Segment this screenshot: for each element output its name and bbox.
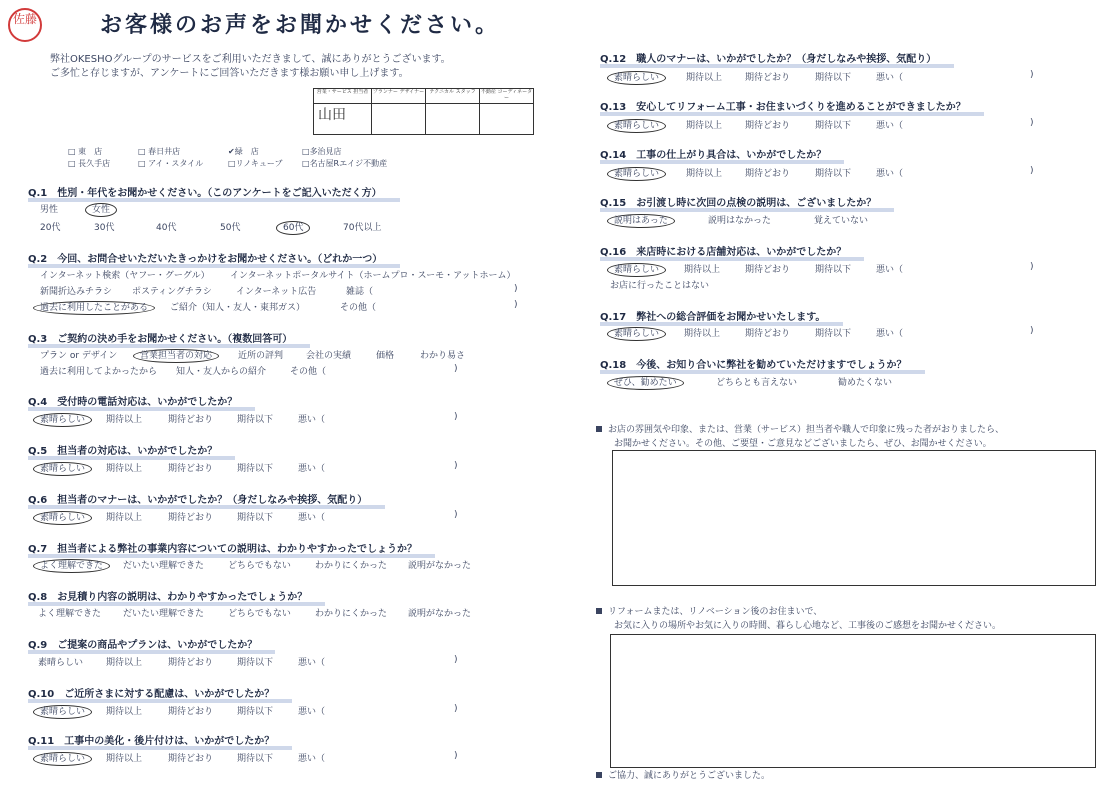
q4-title: Q.4 受付時の電話対応は、いかがでしたか？ (28, 393, 237, 408)
close-paren: ) (514, 284, 518, 294)
q9-rating[interactable]: 期待どおり (168, 658, 214, 668)
q5-title: Q.5 担当者の対応は、いかがでしたか？ (28, 442, 217, 457)
comment1-textbox[interactable] (612, 450, 1096, 586)
close-paren: ) (1030, 118, 1034, 128)
q10-rating[interactable]: 期待どおり (168, 707, 214, 717)
q8-option[interactable]: よく理解できた (38, 609, 102, 619)
q14-title: Q.14 工事の仕上がり具合は、いかがでしたか？ (600, 146, 826, 161)
close-paren: ) (454, 461, 458, 471)
q2-option[interactable]: インターネット検索（ヤフー・グーグル） (40, 271, 210, 281)
q10-rating[interactable]: 期待以上 (106, 707, 143, 717)
q8-option[interactable]: どちらでもない (228, 609, 291, 619)
close-paren: ) (454, 364, 458, 374)
answer-circle: 素晴らしい (607, 71, 666, 85)
q2-option[interactable]: ご紹介（知人・友人・東邦ガス） (170, 303, 306, 313)
q11-title: Q.11 工事中の美化・後片付けは、いかがでしたか？ (28, 732, 274, 747)
q4-rating-excellent[interactable] (40, 412, 92, 425)
answer-circle: 素晴らしい (33, 462, 92, 476)
q2-title: Q.2 今回、お問合せいただいたきっかけをお聞かせください。（どれか一つ） (28, 250, 382, 265)
close-paren: ) (454, 510, 458, 520)
q17-title: Q.17 弊社への総合評価をお聞かせいたします。 (600, 308, 825, 323)
q1-gender-female[interactable] (92, 202, 117, 215)
q8-title: Q.8 お見積り内容の説明は、わかりやすかったでしょうか？ (28, 588, 307, 603)
staff-technical-cell[interactable] (426, 104, 480, 135)
answer-circle: 素晴らしい (33, 413, 92, 427)
q13-rating-excellent[interactable] (614, 118, 666, 131)
q10-rating[interactable]: 期待以下 (237, 707, 274, 717)
staff-realestate-cell[interactable] (480, 104, 534, 135)
q16-rating[interactable]: 期待どおり (745, 265, 791, 275)
q12-rating[interactable]: 期待どおり (745, 73, 791, 83)
comment2-textbox[interactable] (610, 634, 1096, 768)
close-paren: ) (1030, 166, 1034, 176)
q7-title: Q.7 担当者による弊社の事業内容についての説明は、わかりやすかったでしょうか？ (28, 540, 417, 555)
staff-sales-name[interactable]: 山田 (314, 104, 372, 135)
store-checkbox[interactable]: □ 長久手店 (68, 159, 111, 168)
q17-rating[interactable]: 悪い（ (876, 329, 904, 339)
store-checkbox[interactable]: □多治見店 (302, 147, 342, 156)
q13-title: Q.13 安心してリフォーム工事・お住まいづくりを進めることができましたか？ (600, 98, 966, 113)
answer-circle: 素晴らしい (33, 511, 92, 525)
q14-rating-excellent[interactable] (614, 166, 666, 179)
q6-rating[interactable]: 悪い（ (298, 513, 326, 523)
q5-rating[interactable]: 悪い（ (298, 464, 326, 474)
q3-option[interactable]: 過去に利用してよかったから (40, 367, 158, 377)
store-checkbox[interactable]: □ アイ・スタイル (138, 159, 204, 168)
q3-option[interactable]: その他（ (290, 367, 327, 377)
close-paren: ) (1030, 70, 1034, 80)
q11-rating[interactable]: 期待以下 (237, 754, 274, 764)
q18-option[interactable]: どちらとも言えない (716, 378, 798, 388)
q6-rating[interactable]: 期待以下 (237, 513, 274, 523)
answer-circle: 60代 (276, 221, 310, 235)
store-checkbox[interactable]: □ 春日井店 (138, 147, 181, 156)
q5-rating[interactable]: 期待以下 (237, 464, 274, 474)
store-label: 長久手店 (78, 159, 111, 168)
q5-rating[interactable]: 期待以上 (106, 464, 143, 474)
store-checkbox[interactable]: □名古屋Rエイジ不動産 (302, 159, 388, 168)
q2-option[interactable]: 雑誌（ (346, 287, 374, 297)
store-label: 緑 店 (234, 147, 259, 156)
q1-gender-male[interactable]: 男性 (40, 205, 59, 215)
close-paren: ) (1030, 326, 1034, 336)
footer-thanks: ご協力、誠にありがとうございました。 (596, 768, 770, 781)
close-paren: ) (454, 704, 458, 714)
q6-title: Q.6 担当者のマナーは、いかがでしたか？（身だしなみや挨拶、気配り） (28, 491, 367, 506)
q5-rating[interactable]: 期待どおり (168, 464, 214, 474)
q2-option-selected[interactable] (40, 300, 155, 313)
staff-header-planner: プランナー デザイナー (372, 89, 426, 104)
answer-circle: 素晴らしい (33, 752, 92, 766)
close-paren: ) (514, 300, 518, 310)
q17-rating[interactable]: 期待以下 (815, 329, 852, 339)
close-paren: ) (1030, 262, 1034, 272)
close-paren: ) (454, 751, 458, 761)
q4-rating[interactable]: 期待どおり (168, 415, 214, 425)
q1-age-40s[interactable]: 40代 (156, 223, 177, 233)
q4-rating[interactable]: 期待以上 (106, 415, 143, 425)
store-label: 名古屋Rエイジ不動産 (309, 159, 388, 168)
q1-age-20s[interactable]: 20代 (40, 223, 61, 233)
q13-rating[interactable]: 期待どおり (745, 121, 791, 131)
comment1-prompt-2: お聞かせください。その他、ご要望・ご意見などございましたら、ぜひ、お聞かせください。 (614, 439, 992, 449)
q5-rating-excellent[interactable] (40, 461, 92, 474)
checkmark-icon: ✔ (228, 147, 235, 156)
answer-circle: 説明はあった (607, 214, 675, 228)
q7-option[interactable]: 説明がなかった (408, 561, 472, 571)
staff-planner-cell[interactable] (372, 104, 426, 135)
q3-option[interactable]: 価格 (376, 351, 395, 361)
q1-age-50s[interactable]: 50代 (220, 223, 241, 233)
q2-option[interactable]: その他（ (340, 303, 377, 313)
q18-option-selected[interactable] (614, 375, 684, 388)
q9-title: Q.9 ご提案の商品やプランは、いかがでしたか？ (28, 636, 257, 651)
q13-rating[interactable]: 期待以上 (686, 121, 723, 131)
comment1-prompt: お店の雰囲気や印象、または、営業（サービス）担当者や職人で印象に残った者がおりましたら、 (596, 422, 1004, 435)
q8-option[interactable]: 説明がなかった (408, 609, 472, 619)
staff-table (313, 88, 534, 135)
close-paren: ) (454, 412, 458, 422)
q11-rating-excellent[interactable] (40, 751, 92, 764)
intro-line-1: 弊社OKESHOグループのサービスをご利用いただきまして、誠にありがとうございます。 (50, 54, 451, 65)
q13-rating[interactable]: 悪い（ (876, 121, 904, 131)
q10-rating[interactable]: 悪い（ (298, 707, 326, 717)
staff-header-realestate: 不動産 コーディネーター (480, 89, 534, 104)
q2-option[interactable]: インターネットポータルサイト（ホームプロ・スーモ・アットホーム） (230, 271, 516, 281)
q1-age-30s[interactable]: 30代 (94, 223, 115, 233)
q6-rating[interactable]: 期待どおり (168, 513, 214, 523)
q6-rating-excellent[interactable] (40, 510, 92, 523)
store-label: 春日井店 (148, 147, 181, 156)
q9-rating[interactable]: 期待以下 (237, 658, 274, 668)
store-label: 多治見店 (309, 147, 342, 156)
answer-circle: ぜひ、勧めたい (607, 376, 684, 390)
q14-rating[interactable]: 期待どおり (745, 169, 791, 179)
q2-option[interactable]: インターネット広告 (236, 287, 317, 297)
seal-stamp: 佐藤 (8, 8, 42, 42)
q1-title: Q.1 性別・年代をお聞かせください。（このアンケートをご記入いただく方） (28, 184, 382, 199)
q14-rating[interactable]: 期待以上 (686, 169, 723, 179)
q17-rating[interactable]: 期待以上 (684, 329, 721, 339)
answer-circle: 素晴らしい (607, 167, 666, 181)
answer-circle: 営業担当者の対応 (133, 349, 219, 363)
q15-title: Q.15 お引渡し時に次回の点検の説明は、ございましたか？ (600, 194, 876, 209)
q11-rating[interactable]: 期待どおり (168, 754, 214, 764)
q16-rating-excellent[interactable] (614, 262, 666, 275)
square-bullet-icon (596, 426, 602, 432)
q3-title: Q.3 ご契約の決め手をお聞かせください。（複数回答可） (28, 330, 292, 345)
comment2-prompt: リフォームまたは、リノベーション後のお住まいで、 (596, 604, 822, 617)
q11-rating[interactable]: 悪い（ (298, 754, 326, 764)
q3-option[interactable]: プラン or デザイン (40, 351, 118, 361)
q13-rating[interactable]: 期待以下 (815, 121, 852, 131)
answer-circle: よく理解できた (33, 559, 110, 573)
q16-rating[interactable]: 期待以上 (684, 265, 721, 275)
q12-title: Q.12 職人のマナーは、いかがでしたか？（身だしなみや挨拶、気配り） (600, 50, 936, 65)
q6-rating[interactable]: 期待以上 (106, 513, 143, 523)
q3-option[interactable]: わかり易さ (420, 351, 466, 361)
q15-option-selected[interactable] (614, 213, 675, 226)
q12-rating-excellent[interactable] (614, 70, 666, 83)
store-label: 東 店 (78, 147, 103, 156)
q2-option[interactable]: 新聞折込みチラシ (40, 287, 113, 297)
answer-circle: 過去に利用したことがある (33, 301, 155, 315)
q3-option[interactable]: 会社の実績 (306, 351, 352, 361)
page-title: お客様のお声をお聞かせください。 (100, 13, 501, 38)
store-checkbox[interactable]: □リノキューブ (228, 159, 283, 168)
q8-option[interactable]: だいたい理解できた (123, 609, 205, 619)
q12-rating[interactable]: 期待以上 (686, 73, 723, 83)
q16-title: Q.16 来店時における店舗対応は、いかがでしたか？ (600, 243, 846, 258)
q18-title: Q.18 今後、お知り合いに弊社を勧めていただけますでしょうか？ (600, 356, 907, 371)
q1-age-70plus[interactable]: 70代以上 (343, 223, 382, 233)
q12-rating[interactable]: 期待以下 (815, 73, 852, 83)
intro-line-2: ご多忙と存じますが、アンケートにご回答いただきます様お願い申し上げます。 (50, 68, 409, 79)
q3-option[interactable]: 知人・友人からの紹介 (176, 367, 267, 377)
q18-option[interactable]: 勧めたくない (838, 378, 893, 388)
q15-option[interactable]: 説明はなかった (708, 216, 772, 226)
q2-option[interactable]: ポスティングチラシ (132, 287, 212, 297)
q16-rating[interactable]: 悪い（ (876, 265, 904, 275)
q7-option[interactable]: わかりにくかった (315, 561, 388, 571)
q14-rating[interactable]: 悪い（ (876, 169, 904, 179)
staff-header-technical: テクニカル スタッフ (426, 89, 480, 104)
store-checkbox[interactable]: □ 東 店 (68, 147, 103, 156)
q17-rating[interactable]: 期待どおり (745, 329, 791, 339)
q14-rating[interactable]: 期待以下 (815, 169, 852, 179)
q4-rating[interactable]: 悪い（ (298, 415, 326, 425)
q12-rating[interactable]: 悪い（ (876, 73, 904, 83)
q3-option[interactable]: 近所の評判 (238, 351, 284, 361)
comment2-prompt-2: お気に入りの場所やお気に入りの時間、暮らし心地など、工事後のご感想をお聞かせください。 (614, 621, 1002, 631)
square-bullet-icon (596, 772, 602, 778)
q9-rating[interactable]: 期待以上 (106, 658, 143, 668)
q11-rating[interactable]: 期待以上 (106, 754, 143, 764)
q10-rating-excellent[interactable] (40, 704, 92, 717)
q7-option[interactable]: だいたい理解できた (123, 561, 205, 571)
q3-option-selected[interactable] (140, 348, 219, 361)
staff-header-sales: 営業・サービス 担当者 (314, 89, 372, 104)
square-bullet-icon (596, 608, 602, 614)
q15-option[interactable]: 覚えていない (814, 216, 869, 226)
close-paren: ) (454, 655, 458, 665)
store-label: アイ・スタイル (148, 159, 204, 168)
answer-circle: 素晴らしい (607, 327, 666, 341)
q17-rating-excellent[interactable] (614, 326, 666, 339)
q16-rating[interactable]: 期待以下 (815, 265, 852, 275)
store-label: リノキューブ (235, 159, 283, 168)
q7-option-selected[interactable] (40, 558, 110, 571)
q9-rating[interactable]: 素晴らしい (38, 658, 84, 668)
q1-age-60s[interactable] (283, 220, 310, 233)
answer-circle: 素晴らしい (607, 119, 666, 133)
answer-circle: 素晴らしい (33, 705, 92, 719)
q10-title: Q.10 ご近所さまに対する配慮は、いかがでしたか？ (28, 685, 274, 700)
q9-rating[interactable]: 悪い（ (298, 658, 326, 668)
q4-rating[interactable]: 期待以下 (237, 415, 274, 425)
store-checkbox-checked[interactable] (228, 146, 259, 157)
answer-circle: 素晴らしい (607, 263, 666, 277)
answer-circle: 女性 (85, 203, 117, 217)
q7-option[interactable]: どちらでもない (228, 561, 291, 571)
q8-option[interactable]: わかりにくかった (315, 609, 388, 619)
q16-option[interactable]: お店に行ったことはない (610, 281, 710, 291)
